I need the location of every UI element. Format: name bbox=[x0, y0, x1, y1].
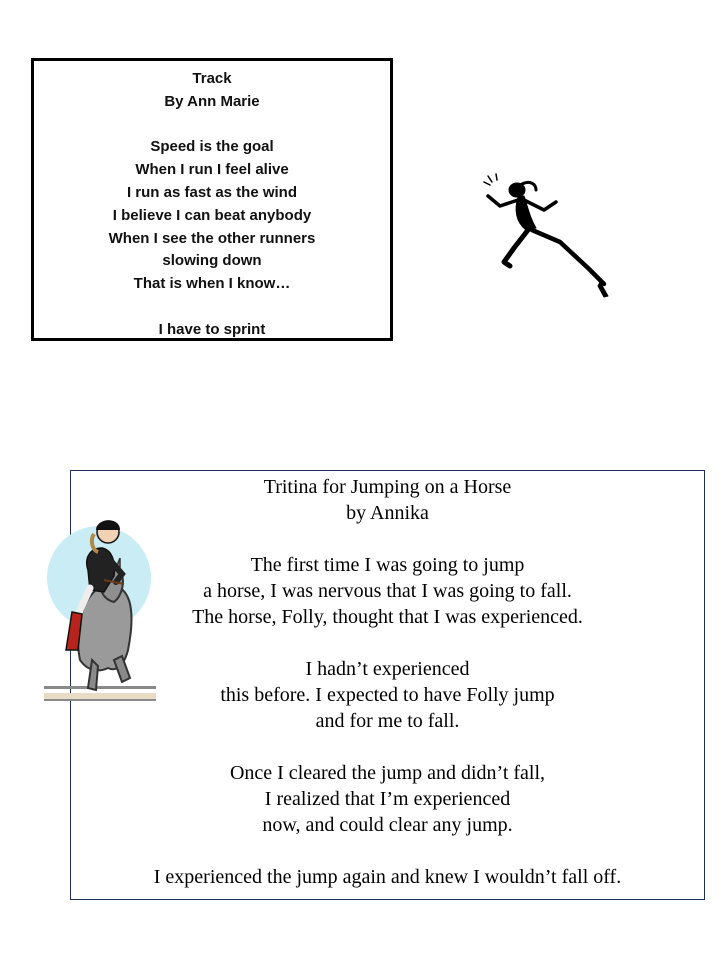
track-poem-title: Track bbox=[192, 70, 232, 87]
poem-line: now, and could clear any jump. bbox=[262, 814, 513, 836]
poem-line: and for me to fall. bbox=[315, 710, 460, 732]
running-woman-icon bbox=[470, 172, 615, 298]
track-poem-box bbox=[31, 58, 393, 341]
poem-line: I have to sprint bbox=[158, 320, 266, 338]
horse-rider-icon bbox=[44, 510, 156, 710]
poem-line: The first time I was going to jump bbox=[250, 554, 525, 576]
blank-line bbox=[71, 630, 704, 656]
blank-line bbox=[71, 838, 704, 864]
poem-line: I run as fast as the wind bbox=[126, 183, 298, 201]
poem-line: Once I cleared the jump and didn’t fall, bbox=[229, 762, 546, 784]
blank-line bbox=[34, 114, 390, 137]
poem-line: I believe I can beat anybody bbox=[112, 206, 312, 224]
horse-poem-title: Tritina for Jumping on a Horse bbox=[263, 476, 512, 498]
poem-line: slowing down bbox=[162, 252, 262, 270]
poem-line: I experienced the jump again and knew I wouldn’t fall off. bbox=[153, 866, 622, 888]
poem-line: I realized that I’m experienced bbox=[264, 788, 511, 810]
poem-line: When I see the other runners bbox=[108, 229, 316, 247]
poem-line: When I run I feel alive bbox=[135, 161, 289, 179]
poem-line: Speed is the goal bbox=[150, 138, 274, 156]
poem-line: a horse, I was nervous that I was going to fall. bbox=[203, 580, 572, 602]
blank-line bbox=[71, 526, 704, 552]
horse-poem-author: by Annika bbox=[346, 502, 429, 524]
horse-poem-box bbox=[70, 470, 705, 900]
poem-line: this before. I expected to have Folly jump bbox=[220, 684, 555, 706]
blank-line bbox=[71, 734, 704, 760]
poem-line: The horse, Folly, thought that I was experienced. bbox=[192, 606, 583, 628]
poem-line: I hadn’t experienced bbox=[305, 658, 470, 680]
blank-line bbox=[34, 296, 390, 319]
track-poem-author: By Ann Marie bbox=[164, 92, 260, 110]
poem-line: That is when I know… bbox=[133, 275, 291, 293]
